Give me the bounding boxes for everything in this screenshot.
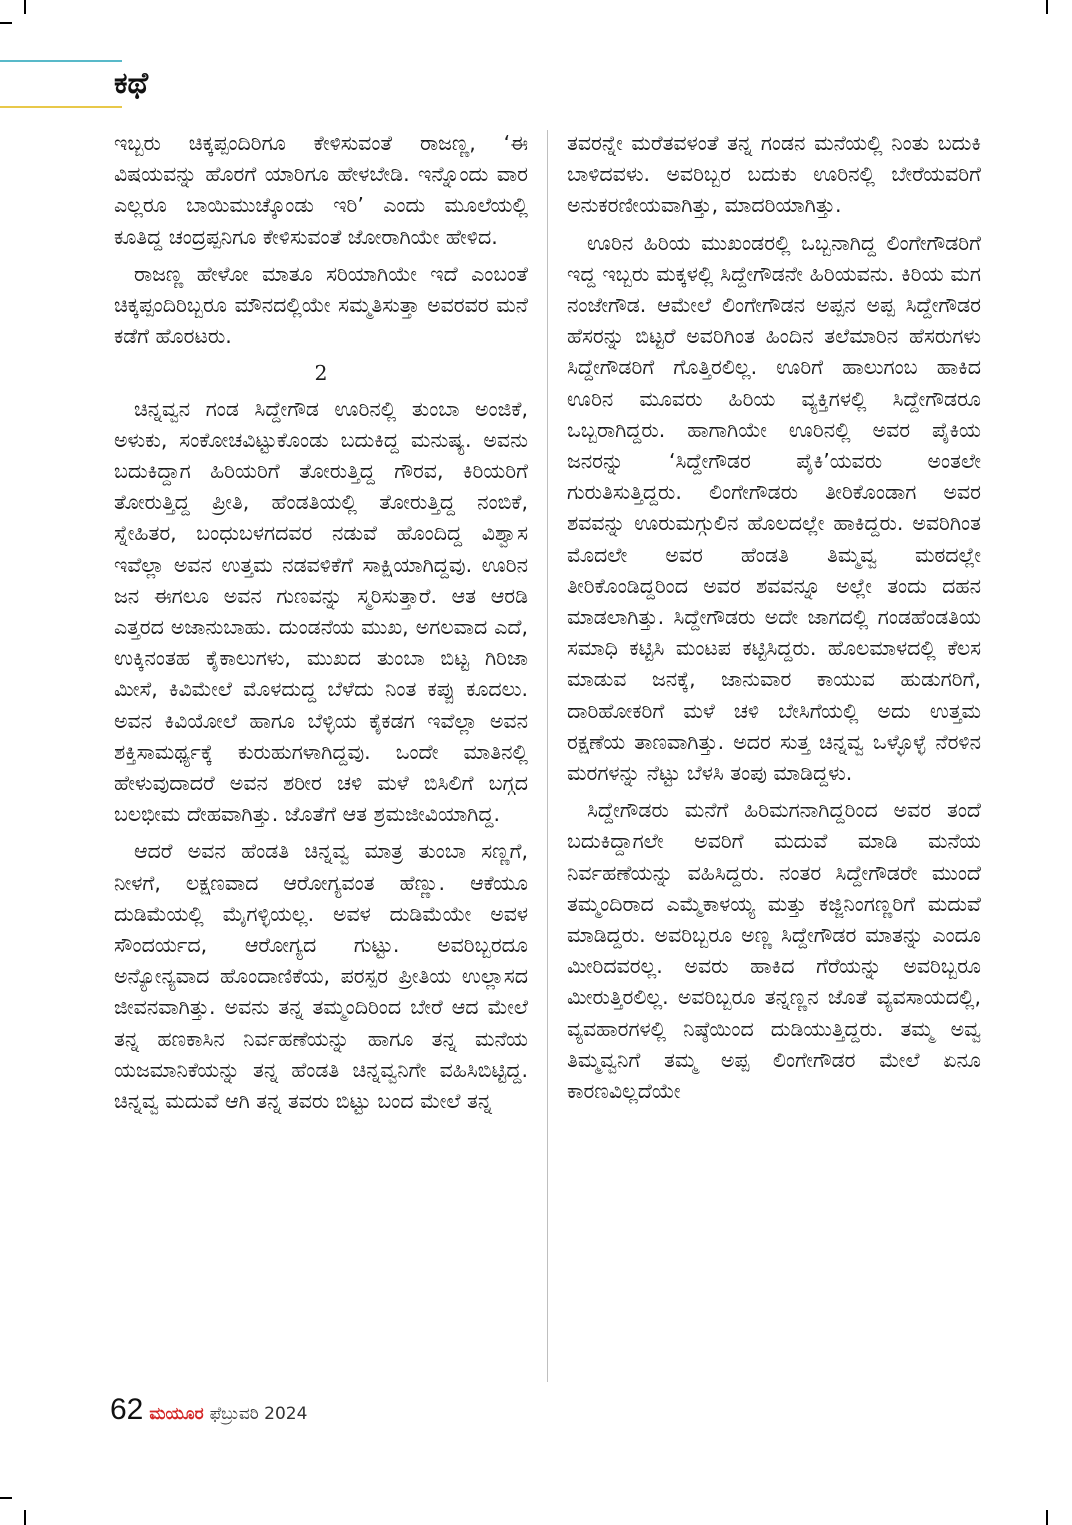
page-footer — [110, 1393, 307, 1433]
paragraph: ರಾಜಣ್ಣ ಹೇಳೋ ಮಾತೂ ಸರಿಯಾಗಿಯೇ ಇದೆ ಎಂಬಂತೆ ಚಿಕ್ಕಪ್ಪಂದಿರಿಬ್ಬರೂ ಮೌನದಲ್ಲಿಯೇ ಸಮ್ಮತಿಸುತ್ತಾ ಅವರವರ ಮನೆ ಕಡೆಗೆ ಹೊರಟರು. — [114, 261, 528, 349]
paragraph: ತವರನ್ನೇ ಮರೆತವಳಂತೆ ತನ್ನ ಗಂಡನ ಮನೆಯಲ್ಲಿ ನಿಂತು ಬದುಕಿ ಬಾಳಿದವಳು. ಅವರಿಬ್ಬರ ಬದುಕು ಊರಿನಲ್ಲಿ ಬೇರೆಯವರಿಗೆ ಅನುಕರಣೀಯವಾಗಿತ್ತು, ಮಾದರಿಯಾಗಿತ್ತು. — [567, 131, 981, 218]
header-rule-top — [0, 60, 122, 62]
column-divider — [547, 130, 548, 1382]
left-column — [114, 128, 528, 1123]
magazine-name: ಮಯೂರ — [149, 1404, 204, 1424]
section-number: 2 — [314, 361, 328, 386]
crop-mark-left-bottom — [0, 1497, 12, 1499]
crop-mark-top-right — [1046, 0, 1048, 14]
page-number: 62 — [110, 1393, 144, 1426]
paragraph: ಇಬ್ಬರು ಚಿಕ್ಕಪ್ಪಂದಿರಿಗೂ ಕೇಳಿಸುವಂತೆ ರಾಜಣ್ಣ, ‘ಈ ವಿಷಯವನ್ನು ಹೊರಗೆ ಯಾರಿಗೂ ಹೇಳಬೇಡಿ. ಇನ್ನೊಂದು ವಾರ ಎಲ್ಲರೂ ಬಾಯಿಮುಚ್ಕೊಂಡು ಇರಿ’ ಎಂದು ಮೂಲೆಯಲ್ಲಿ ಕೂತಿದ್ದ ಚಂದ್ರಪ್ಪನಿಗೂ ಕೇಳಿಸುವಂತೆ ಜೋರಾಗಿಯೇ ಹೇಳಿದ. — [114, 131, 528, 249]
header-rule-bottom — [0, 106, 122, 108]
paragraph: ಚಿನ್ನವ್ವನ ಗಂಡ ಸಿದ್ದೇಗೌಡ ಊರಿನಲ್ಲಿ ತುಂಬಾ ಅಂಜಿಕೆ, ಅಳುಕು, ಸಂಕೋಚವಿಟ್ಟುಕೊಂಡು ಬದುಕಿದ್ದ ಮನುಷ್ಯ. ಅವನು ಬದುಕಿದ್ದಾಗ ಹಿರಿಯರಿಗೆ ತೋರುತ್ತಿದ್ದ ಗೌರವ, ಕಿರಿಯರಿಗೆ ತೋರುತ್ತಿದ್ದ ಪ್ರೀತಿ, ಹೆಂಡತಿಯಲ್ಲಿ ತೋರುತ್ತಿದ್ದ ನಂಬಿಕೆ, ಸ್ನೇಹಿತರ, ಬಂಧುಬಳಗದವರ ನಡುವೆ ಹೊಂದಿದ್ದ ವಿಶ್ವಾಸ ಇವೆಲ್ಲಾ ಅವನ ಉತ್ತಮ ನಡವಳಿಕೆಗೆ ಸಾಕ್ಷಿಯಾಗಿದ್ದವು. ಊರಿನ ಜನ ಈಗಲೂ ಅವನ ಗುಣವನ್ನು ಸ್ಮರಿಸುತ್ತಾರೆ. ಆತ ಆರಡಿ ಎತ್ತರದ ಅಜಾನುಬಾಹು. ದುಂಡನೆಯ ಮುಖ, ಅಗಲವಾದ ಎದೆ, ಉಕ್ಕಿನಂತಹ ಕೈಕಾಲುಗಳು, ಮುಖದ ತುಂಬಾ ಬಿಟ್ಟ ಗಿರಿಜಾ ಮೀಸೆ, ಕಿವಿಮೇಲೆ ಮೊಳದುದ್ದ ಬೆಳೆದು ನಿಂತ ಕಪ್ಪು ಕೂದಲು. ಅವನ ಕಿವಿಯೋಲೆ ಹಾಗೂ ಬೆಳ್ಳಿಯ ಕೈಕಡಗ ಇವೆಲ್ಲಾ ಅವನ ಶಕ್ತಿಸಾಮರ್ಥ್ಯಕ್ಕೆ ಕುರುಹುಗಳಾಗಿದ್ದವು. ಒಂದೇ ಮಾತಿನಲ್ಲಿ ಹೇಳುವುದಾದರೆ ಅವನ ಶರೀರ ಚಳಿ ಮಳೆ ಬಿಸಿಲಿಗೆ ಬಗ್ಗದ ಬಲಭೀಮ ದೇಹವಾಗಿತ್ತು. ಜೊತೆಗೆ ಆತ ಶ್ರಮಜೀವಿಯಾಗಿದ್ದ. — [114, 396, 528, 827]
paragraph: ಆದರೆ ಅವನ ಹೆಂಡತಿ ಚಿನ್ನವ್ವ ಮಾತ್ರ ತುಂಬಾ ಸಣ್ಣಗೆ, ನೀಳಗೆ, ಲಕ್ಷಣವಾದ ಆರೋಗ್ಯವಂತ ಹೆಣ್ಣು. ಆಕೆಯೂ ದುಡಿಮೆಯಲ್ಲಿ ಮೈಗಳ್ಳಿಯಲ್ಲ. ಅವಳ ದುಡಿಮೆಯೇ ಅವಳ ಸೌಂದರ್ಯದ, ಆರೋಗ್ಯದ ಗುಟ್ಟು. ಅವರಿಬ್ಬರದೂ ಅನ್ಯೋನ್ಯವಾದ ಹೊಂದಾಣಿಕೆಯ, ಪರಸ್ಪರ ಪ್ರೀತಿಯ ಉಲ್ಲಾಸದ ಜೀವನವಾಗಿತ್ತು. ಅವನು ತನ್ನ ತಮ್ಮಂದಿರಿಂದ ಬೇರೆ ಆದ ಮೇಲೆ ತನ್ನ ಹಣಕಾಸಿನ ನಿರ್ವಹಣೆಯನ್ನು ಹಾಗೂ ತನ್ನ ಮನೆಯ ಯಜಮಾನಿಕೆಯನ್ನು ತನ್ನ ಹೆಂಡತಿ ಚಿನ್ನವ್ವನಿಗೇ ವಹಿಸಿಬಿಟ್ಟಿದ್ದ. ಚಿನ್ನವ್ವ ಮದುವೆ ಆಗಿ ತನ್ನ ತವರು ಬಿಟ್ಟು ಬಂದ ಮೇಲೆ ತನ್ನ — [114, 839, 528, 1114]
paragraph: ಸಿದ್ದೇಗೌಡರು ಮನೆಗೆ ಹಿರಿಮಗನಾಗಿದ್ದರಿಂದ ಅವರ ತಂದೆ ಬದುಕಿದ್ದಾಗಲೇ ಅವರಿಗೆ ಮದುವೆ ಮಾಡಿ ಮನೆಯ ನಿರ್ವಹಣೆಯನ್ನು ವಹಿಸಿದ್ದರು. ನಂತರ ಸಿದ್ದೇಗೌಡರೇ ಮುಂದೆ ತಮ್ಮಂದಿರಾದ ಎಮ್ಮೆಕಾಳಯ್ಯ ಮತ್ತು ಕಜ್ಜಿನಿಂಗಣ್ಣರಿಗೆ ಮದುವೆ ಮಾಡಿದ್ದರು. ಅವರಿಬ್ಬರೂ ಅಣ್ಣ ಸಿದ್ದೇಗೌಡರ ಮಾತನ್ನು ಎಂದೂ ಮೀರಿದವರಲ್ಲ. ಅವರು ಹಾಕಿದ ಗೆರೆಯನ್ನು ಅವರಿಬ್ಬರೂ ಮೀರುತ್ತಿರಲಿಲ್ಲ. ಅವರಿಬ್ಬರೂ ತನ್ನಣ್ಣನ ಜೊತೆ ವ್ಯವಸಾಯದಲ್ಲಿ, ವ್ಯವಹಾರಗಳಲ್ಲಿ ನಿಷ್ಠೆಯಿಂದ ದುಡಿಯುತ್ತಿದ್ದರು. ತಮ್ಮ ಅವ್ವ ತಿಮ್ಮವ್ವನಿಗೆ ತಮ್ಮ ಅಪ್ಪ ಲಿಂಗೇಗೌಡರ ಮೇಲೆ ಏನೂ ಕಾರಣವಿಲ್ಲದೆಯೇ — [567, 798, 981, 1104]
section-label: ಕಥೆ — [114, 66, 149, 101]
right-column — [567, 128, 981, 1113]
crop-mark-left-top — [0, 22, 12, 24]
crop-mark-bottom-left — [24, 1510, 26, 1525]
crop-mark-top-left — [24, 0, 26, 14]
paragraph: ಊರಿನ ಹಿರಿಯ ಮುಖಂಡರಲ್ಲಿ ಒಬ್ಬನಾಗಿದ್ದ ಲಿಂಗೇಗೌಡರಿಗೆ ಇದ್ದ ಇಬ್ಬರು ಮಕ್ಕಳಲ್ಲಿ ಸಿದ್ದೇಗೌಡನೇ ಹಿರಿಯವನು. ಕಿರಿಯ ಮಗ ನಂಜೇಗೌಡ. ಆಮೇಲೆ ಲಿಂಗೇಗೌಡನ ಅಪ್ಪನ ಅಪ್ಪ ಸಿದ್ದೇಗೌಡರ ಹೆಸರನ್ನು ಬಿಟ್ಟರೆ ಅವರಿಗಿಂತ ಹಿಂದಿನ ತಲೆಮಾರಿನ ಹೆಸರುಗಳು ಸಿದ್ದೇಗೌಡರಿಗೆ ಗೊತ್ತಿರಲಿಲ್ಲ. ಊರಿಗೆ ಹಾಲುಗಂಬ ಹಾಕಿದ ಊರಿನ ಮೂವರು ಹಿರಿಯ ವ್ಯಕ್ತಿಗಳಲ್ಲಿ ಸಿದ್ದೇಗೌಡರೂ ಒಬ್ಬರಾಗಿದ್ದರು. ಹಾಗಾಗಿಯೇ ಊರಿನಲ್ಲಿ ಅವರ ಪೈಕಿಯ ಜನರನ್ನು ‘ಸಿದ್ದೇಗೌಡರ ಪೈಕಿ’ಯವರು ಅಂತಲೇ ಗುರುತಿಸುತ್ತಿದ್ದರು. ಲಿಂಗೇಗೌಡರು ತೀರಿಕೊಂಡಾಗ ಅವರ ಶವವನ್ನು ಊರುಮಗ್ಗುಲಿನ ಹೊಲದಲ್ಲೇ ಹಾಕಿದ್ದರು. ಅವರಿಗಿಂತ ಮೊದಲೇ ಅವರ ಹೆಂಡತಿ ತಿಮ್ಮವ್ವ ಮಠದಲ್ಲೇ ತೀರಿಕೊಂಡಿದ್ದರಿಂದ ಅವರ ಶವವನ್ನೂ ಅಲ್ಲೇ ತಂದು ದಹನ ಮಾಡಲಾಗಿತ್ತು. ಸಿದ್ದೇಗೌಡರು ಅದೇ ಜಾಗದಲ್ಲಿ ಗಂಡಹೆಂಡತಿಯ ಸಮಾಧಿ ಕಟ್ಟಿಸಿ ಮಂಟಪ ಕಟ್ಟಿಸಿದ್ದರು. ಹೊಲಮಾಳದಲ್ಲಿ ಕೆಲಸ ಮಾಡುವ ಜನಕ್ಕೆ, ಜಾನುವಾರ ಕಾಯುವ ಹುಡುಗರಿಗೆ, ದಾರಿಹೋಕರಿಗೆ ಮಳೆ ಚಳಿ ಬೇಸಿಗೆಯಲ್ಲಿ ಅದು ಉತ್ತಮ ರಕ್ಷಣೆಯ ತಾಣವಾಗಿತ್ತು. ಅದರ ಸುತ್ತ ಚಿನ್ನವ್ವ ಒಳ್ಳೊಳ್ಳೆ ನೆರಳಿನ ಮರಗಳನ್ನು ನೆಟ್ಟು ಬೆಳಸಿ ತಂಪು ಮಾಡಿದ್ದಳು. — [567, 230, 981, 786]
issue-date: ಫೆಬ್ರುವರಿ 2024 — [209, 1404, 308, 1424]
crop-mark-bottom-right — [1046, 1510, 1048, 1525]
